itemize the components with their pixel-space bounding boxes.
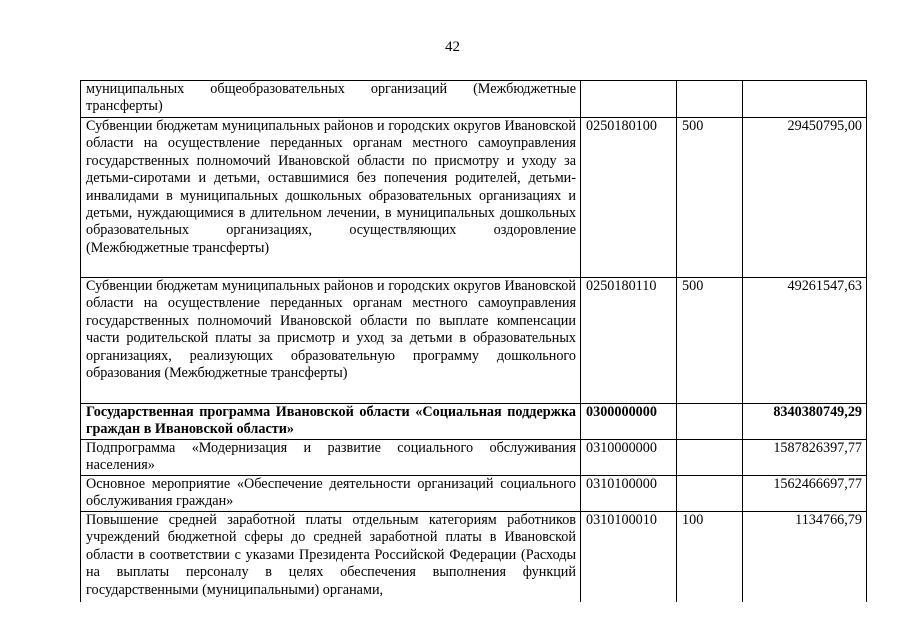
budget-table xyxy=(80,80,867,602)
table-row xyxy=(81,512,867,602)
table-row xyxy=(81,476,867,512)
page-number: 42 xyxy=(445,39,460,55)
table-row xyxy=(81,404,867,440)
row-sum: 49261547,63 xyxy=(743,278,867,404)
row-code: 0310000000 xyxy=(581,440,677,476)
row-code: 0310100000 xyxy=(581,476,677,512)
row-sum: 29450795,00 xyxy=(743,118,867,278)
row-name: Повышение средней заработной платы отдельным категориям работников учреждений бюджетной сферы до средней заработной платы в Ивановской области в соответствии с указами Президента Российской Федерации (Расходы на выплаты персоналу в целях обеспечения выполнения функций государственными (муниципальными) органами, xyxy=(81,512,581,602)
row-code: 0250180110 xyxy=(581,278,677,404)
row-expense-type: 500 xyxy=(677,118,743,278)
row-expense-type xyxy=(677,404,743,440)
row-sum xyxy=(743,81,867,118)
row-sum: 1134766,79 xyxy=(743,512,867,602)
row-expense-type xyxy=(677,81,743,118)
row-code: 0250180100 xyxy=(581,118,677,278)
row-name: Государственная программа Ивановской области «Социальная поддержка граждан в Ивановской области» xyxy=(81,404,581,440)
row-name: Подпрограмма «Модернизация и развитие социального обслуживания населения» xyxy=(81,440,581,476)
row-sum: 1587826397,77 xyxy=(743,440,867,476)
table-row xyxy=(81,440,867,476)
row-expense-type xyxy=(677,476,743,512)
table-row xyxy=(81,118,867,278)
row-code xyxy=(581,81,677,118)
row-code: 0300000000 xyxy=(581,404,677,440)
row-name: Субвенции бюджетам муниципальных районов и городских округов Ивановской области на осуществление переданных органам местного самоуправления государственных полномочий Ивановской области по выплате компенсации части родительской платы за присмотр и уход за детьми в образовательных организациях, реализующих образовательную программу дошкольного образования (Межбюджетные трансферты) xyxy=(81,278,581,404)
row-expense-type: 500 xyxy=(677,278,743,404)
row-code: 0310100010 xyxy=(581,512,677,602)
row-expense-type: 100 xyxy=(677,512,743,602)
row-name: Основное мероприятие «Обеспечение деятельности организаций социального обслуживания граждан» xyxy=(81,476,581,512)
row-name: муниципальных общеобразовательных организаций (Межбюджетные трансферты) xyxy=(81,81,581,118)
row-sum: 1562466697,77 xyxy=(743,476,867,512)
row-name: Субвенции бюджетам муниципальных районов и городских округов Ивановской области на осуществление переданных органам местного самоуправления государственных полномочий Ивановской области по присмотру и уходу за детьми-сиротами и детьми, оставшимися без попечения родителей, детьми-инвалидами в муниципальных дошкольных образовательных организациях и детьми, нуждающимися в длительном лечении, в муниципальных дошкольных образовательных организациях, осуществляющих оздоровление (Межбюджетные трансферты) xyxy=(81,118,581,278)
row-expense-type xyxy=(677,440,743,476)
row-sum: 8340380749,29 xyxy=(743,404,867,440)
table-row xyxy=(81,278,867,404)
table-row xyxy=(81,81,867,118)
